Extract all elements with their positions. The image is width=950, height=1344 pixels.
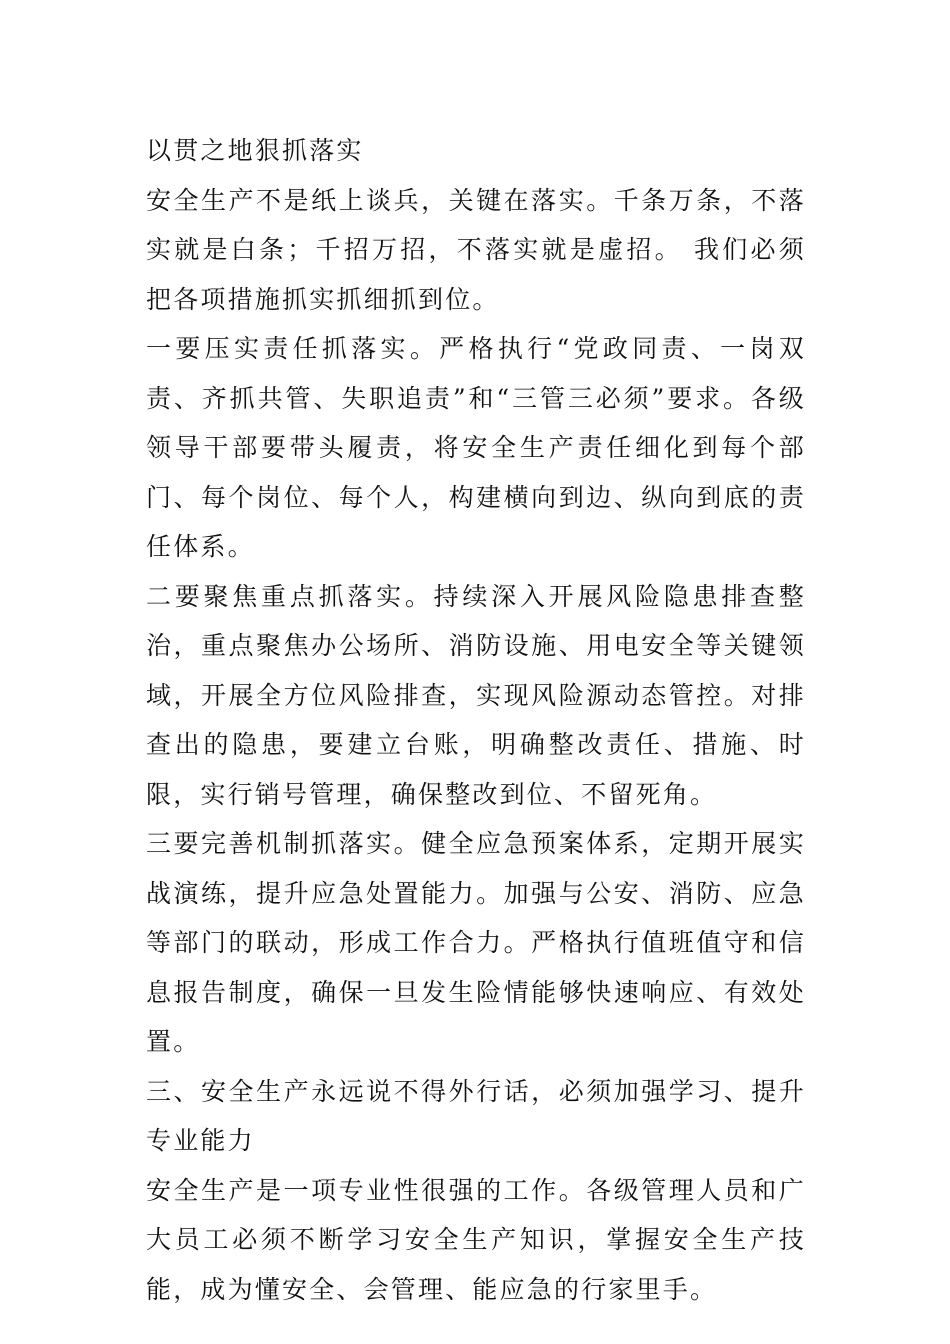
paragraph-key-focus: 二要聚焦重点抓落实。持续深入开展风险隐患排查整治，重点聚焦办公场所、消防设施、用电安全等关键领域，开展全方位风险排查，实现风险源动态管控。对排查出的隐患，要建立台账，明确整改责任、措施、时限，实行销号管理，确保整改到位、不留死角。: [146, 581, 806, 809]
paragraph-mechanism: 三要完善机制抓落实。健全应急预案体系，定期开展实战演练，提升应急处置能力。加强与公安、消防、应急等部门的联动，形成工作合力。严格执行值班值守和信息报告制度，确保一旦发生险情能够快速响应、有效处置。: [146, 829, 806, 1056]
document-body: [146, 126, 806, 1314]
section-heading-three: 三、安全生产永远说不得外行话，必须加强学习、提升专业能力: [146, 1076, 806, 1155]
paragraph-responsibility: 一要压实责任抓落实。严格执行“党政同责、一岗双责、齐抓共管、失职追责”和“三管三必须”要求。各级领导干部要带头履责，将安全生产责任细化到每个部门、每个岗位、每个人，构建横向到边、纵向到底的责任体系。: [146, 334, 806, 561]
paragraph-implementation: 安全生产不是纸上谈兵，关键在落实。千条万条，不落实就是白条；千招万招，不落实就是虚招。 我们必须把各项措施抓实抓细抓到位。: [146, 185, 806, 314]
paragraph-intro-fragment: 以贯之地狠抓落实: [146, 136, 364, 165]
paragraph-professional-learning: 安全生产是一项专业性很强的工作。各级管理人员和广大员工必须不断学习安全生产知识，掌握安全生产技能，成为懂安全、会管理、能应急的行家里手。: [146, 1175, 806, 1304]
